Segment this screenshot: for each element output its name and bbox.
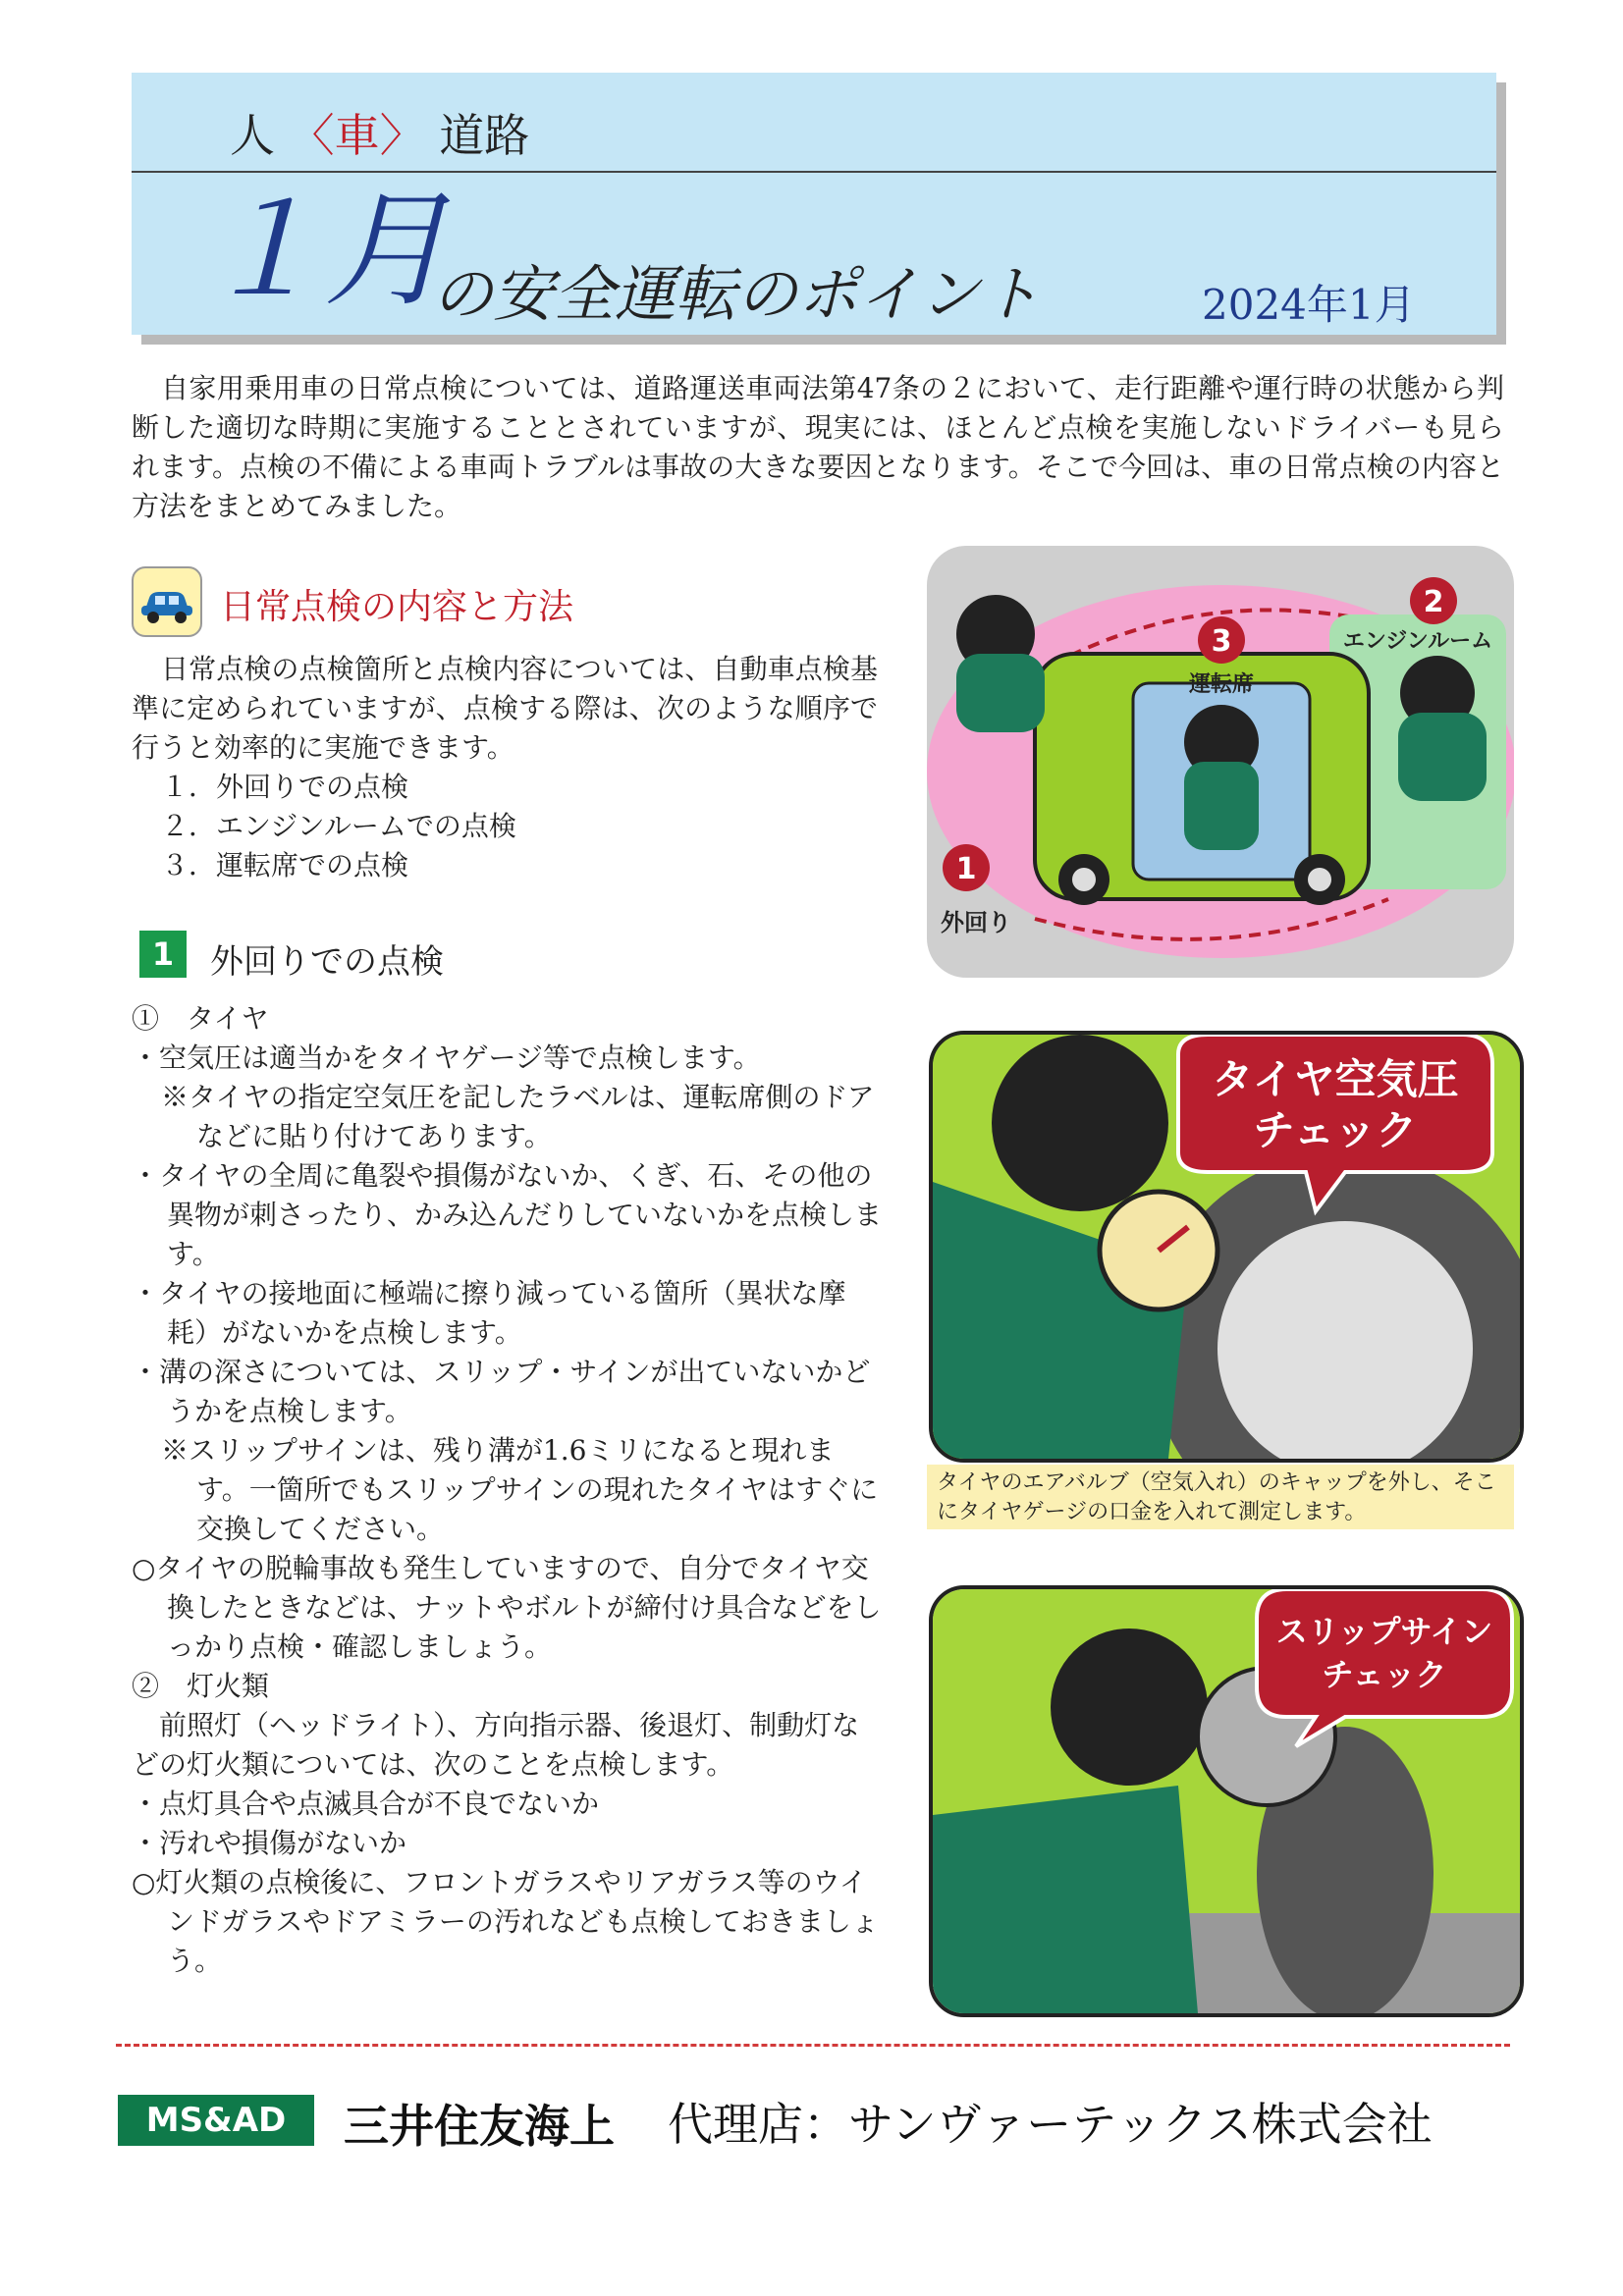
- tire-pressure-bubble-line2: チェック: [1253, 1106, 1418, 1154]
- msad-logo: MS&AD: [118, 2095, 314, 2146]
- body-line: ② 灯火類: [132, 1670, 270, 1702]
- list-item: ３．運転席での点検: [161, 849, 409, 881]
- header-top-right: 道路: [439, 109, 530, 162]
- body-line: ・空気圧は適当かをタイヤゲージ等で点検します。: [132, 1041, 761, 1074]
- body-line: ※スリップサインは、残り溝が1.6ミリになると現れます。一箇所でもスリップサインの現れたタイヤはすぐに交換してください。: [161, 1434, 879, 1545]
- route-number-3: 3: [1211, 624, 1232, 659]
- issue-date: 2024年1月: [1202, 281, 1416, 329]
- route-number-1: 1: [955, 852, 977, 886]
- inspection-body: [132, 999, 886, 1981]
- agency-name: 代理店：サンヴァーテックス株式会社: [668, 2098, 1433, 2151]
- page-title: の安全運転のポイント: [432, 258, 1042, 330]
- tire-pressure-bubble-line1: タイヤ空気圧: [1212, 1055, 1459, 1103]
- list-item: ２．エンジンルームでの点検: [161, 810, 516, 842]
- header-month: １月: [198, 178, 451, 324]
- route-label-engine: エンジンルーム: [1342, 629, 1493, 654]
- route-label-driver-seat: 運転席: [1188, 672, 1255, 697]
- header-top-left: 人: [230, 109, 275, 162]
- body-line: ① タイヤ: [132, 1002, 269, 1035]
- list-item: １．外回りでの点検: [161, 771, 409, 803]
- slip-sign-illustration: [929, 1585, 1524, 2017]
- intro-paragraph: 自家用乗用車の日常点検については、道路運送車両法第47条の２において、走行距離や運行時の状態から判断した適切な時期に実施することとされていますが、現実には、ほとんど点検を実施しないドライバーも見られます。点検の不備による車両トラブルは事故の大きな要因となります。そこで今回は、車の日常点検の内容と方法をまとめてみました。: [132, 372, 1504, 522]
- company-logo: 三井住友海上: [344, 2100, 615, 2153]
- section-title: 日常点検の内容と方法: [220, 587, 574, 627]
- route-label-exterior: 外回り: [941, 909, 1011, 936]
- body-line: ・汚れや損傷がないか: [132, 1827, 407, 1859]
- body-line: ・溝の深さについては、スリップ・サインが出ていないかどうかを点検します。: [132, 1356, 871, 1427]
- body-line: ※タイヤの指定空気圧を記したラベルは、運転席側のドアなどに貼り付けてあります。: [161, 1081, 875, 1152]
- route-number-2: 2: [1423, 585, 1444, 619]
- body-line: ・タイヤの全周に亀裂や損傷がないか、くぎ、石、その他の異物が刺さったり、かみ込んだりしていないかを点検します。: [132, 1159, 883, 1270]
- inspection-route-illustration: [927, 546, 1514, 978]
- header-banner: [132, 73, 1496, 335]
- body-line: ○タイヤの脱輪事故も発生していますので、自分でタイヤ交換したときなどは、ナットやボルトが締付け具合などをしっかり点検・確認しましょう。: [132, 1552, 882, 1663]
- tire-pressure-illustration: [929, 1031, 1524, 1463]
- subsection-title: 外回りでの点検: [210, 942, 444, 982]
- section-desc-text: 日常点検の点検箇所と点検内容については、自動車点検基準に定められていますが、点検する際は、次のような順序で行うと効率的に実施できます。: [132, 653, 878, 764]
- slip-sign-bubble-line1: スリップサイン: [1275, 1613, 1493, 1650]
- tire-pressure-caption: タイヤのエアバルブ（空気入れ）のキャップを外し、そこにタイヤゲージの口金を入れて測定します。: [927, 1465, 1514, 1529]
- footer-divider: [116, 2044, 1510, 2047]
- body-line: 前照灯（ヘッドライト）、方向指示器、後退灯、制動灯などの灯火類については、次のことを点検します。: [132, 1709, 860, 1781]
- subsection-number: 1: [139, 931, 187, 978]
- header-top-car: 〈車〉: [289, 109, 425, 162]
- car-icon: [132, 566, 202, 637]
- header-subtitle: [230, 100, 529, 165]
- body-line: ○灯火類の点検後に、フロントガラスやリアガラス等のウインドガラスやドアミラーの汚れなども点検しておきましょう。: [132, 1866, 879, 1977]
- slip-sign-bubble-line2: チェック: [1322, 1656, 1447, 1693]
- body-line: ・点灯具合や点滅具合が不良でないか: [132, 1788, 600, 1820]
- body-line: ・タイヤの接地面に極端に擦り減っている箇所（異状な摩耗）がないかを点検します。: [132, 1277, 846, 1349]
- section-description: [132, 650, 878, 885]
- header-divider: [132, 171, 1496, 173]
